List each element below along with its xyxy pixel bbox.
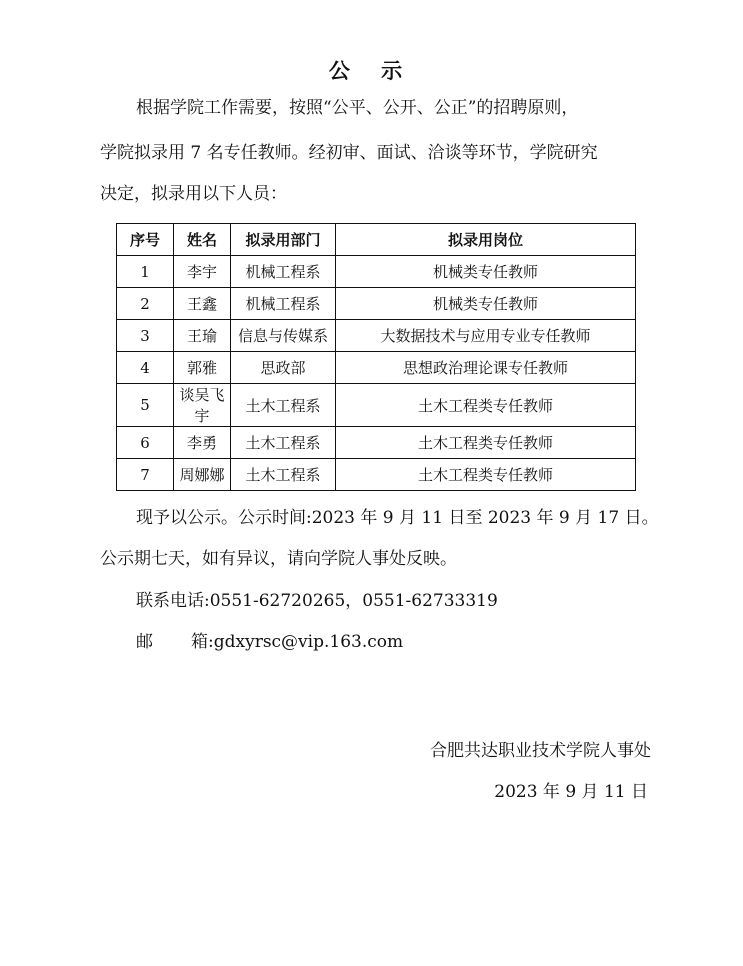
email-address[interactable]: gdxyrsc@vip.163.com <box>213 632 404 652</box>
cell-dept: 机械工程系 <box>231 288 336 320</box>
cell-dept: 土木工程系 <box>231 427 336 459</box>
cell-dept: 土木工程系 <box>231 459 336 491</box>
signature-date: 2023 年 9 月 11 日 <box>494 782 648 802</box>
cell-position: 土木工程类专任教师 <box>336 384 636 427</box>
cell-no: 4 <box>117 352 174 384</box>
intro-line-1: 根据学院工作需要，按照“公平、公开、公正”的招聘原则， <box>136 98 579 118</box>
header-dept: 拟录用部门 <box>231 224 336 256</box>
table-row <box>117 384 636 427</box>
cell-name: 周娜娜 <box>174 459 231 491</box>
table-row <box>117 459 636 491</box>
table-row <box>117 288 636 320</box>
signature-org: 合肥共达职业技术学院人事处 <box>430 741 651 761</box>
cell-no: 2 <box>117 288 174 320</box>
cell-no: 1 <box>117 256 174 288</box>
page-title: 公 示 <box>328 59 415 83</box>
table-row <box>117 427 636 459</box>
email-label: 邮 <box>136 632 153 652</box>
table-row <box>117 256 636 288</box>
staff-table <box>116 223 636 491</box>
cell-no: 6 <box>117 427 174 459</box>
cell-no: 5 <box>117 384 174 427</box>
header-name: 姓名 <box>174 224 231 256</box>
cell-position: 机械类专任教师 <box>336 288 636 320</box>
table-row <box>117 352 636 384</box>
table-row <box>117 320 636 352</box>
cell-name: 郭雅 <box>174 352 231 384</box>
cell-name: 谈吴飞宇 <box>174 384 231 427</box>
intro-line-2: 学院拟录用 7 名专任教师。经初审、面试、洽谈等环节，学院研究 <box>100 143 598 163</box>
cell-name: 李宇 <box>174 256 231 288</box>
cell-position: 土木工程类专任教师 <box>336 459 636 491</box>
email-label-2: 箱: <box>191 632 214 652</box>
cell-no: 3 <box>117 320 174 352</box>
notice-line-2: 公示期七天，如有异议，请向学院人事处反映。 <box>100 549 457 569</box>
cell-dept: 信息与传媒系 <box>231 320 336 352</box>
cell-dept: 思政部 <box>231 352 336 384</box>
header-position: 拟录用岗位 <box>336 224 636 256</box>
notice-line-1: 现予以公示。公示时间:2023 年 9 月 11 日至 2023 年 9 月 17 日。 <box>136 508 659 528</box>
cell-name: 王鑫 <box>174 288 231 320</box>
cell-no: 7 <box>117 459 174 491</box>
cell-dept: 土木工程系 <box>231 384 336 427</box>
cell-dept: 机械工程系 <box>231 256 336 288</box>
cell-position: 土木工程类专任教师 <box>336 427 636 459</box>
cell-name: 李勇 <box>174 427 231 459</box>
intro-line-3: 决定，拟录用以下人员： <box>100 184 287 204</box>
cell-position: 思想政治理论课专任教师 <box>336 352 636 384</box>
header-no: 序号 <box>117 224 174 256</box>
contact-email-line <box>136 632 403 652</box>
cell-position: 大数据技术与应用专业专任教师 <box>336 320 636 352</box>
table-header-row <box>117 224 636 256</box>
contact-phone: 联系电话:0551-62720265，0551-62733319 <box>136 591 498 611</box>
cell-position: 机械类专任教师 <box>336 256 636 288</box>
cell-name: 王瑜 <box>174 320 231 352</box>
